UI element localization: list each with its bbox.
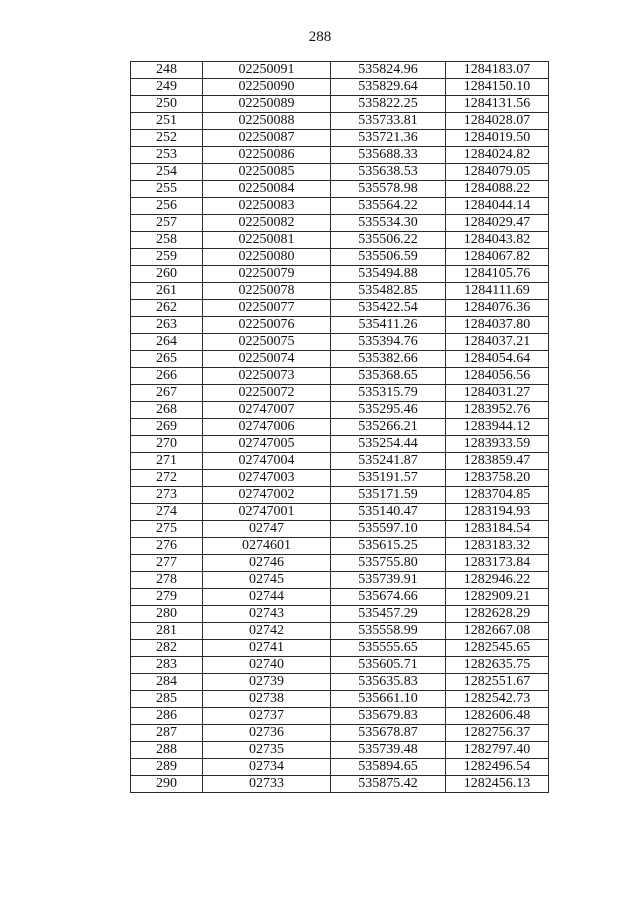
table-row — [131, 79, 549, 96]
y-coordinate-cell: 1284056.56 — [446, 368, 549, 385]
code-cell: 02250076 — [203, 317, 331, 334]
code-cell: 02250075 — [203, 334, 331, 351]
y-coordinate-cell: 1282545.65 — [446, 640, 549, 657]
table-row — [131, 402, 549, 419]
point-number-cell: 287 — [131, 725, 203, 742]
point-number-cell: 255 — [131, 181, 203, 198]
y-coordinate-cell: 1284031.27 — [446, 385, 549, 402]
point-number-cell: 289 — [131, 759, 203, 776]
x-coordinate-cell: 535171.59 — [331, 487, 446, 504]
table-row — [131, 164, 549, 181]
code-cell: 02735 — [203, 742, 331, 759]
code-cell: 02742 — [203, 623, 331, 640]
code-cell: 02250088 — [203, 113, 331, 130]
y-coordinate-cell: 1282909.21 — [446, 589, 549, 606]
point-number-cell: 285 — [131, 691, 203, 708]
code-cell: 02741 — [203, 640, 331, 657]
table-row — [131, 674, 549, 691]
code-cell: 02747003 — [203, 470, 331, 487]
y-coordinate-cell: 1284024.82 — [446, 147, 549, 164]
point-number-cell: 280 — [131, 606, 203, 623]
y-coordinate-cell: 1284067.82 — [446, 249, 549, 266]
table-row — [131, 419, 549, 436]
x-coordinate-cell: 535822.25 — [331, 96, 446, 113]
x-coordinate-cell: 535661.10 — [331, 691, 446, 708]
y-coordinate-cell: 1283859.47 — [446, 453, 549, 470]
y-coordinate-cell: 1284183.07 — [446, 62, 549, 79]
y-coordinate-cell: 1283758.20 — [446, 470, 549, 487]
table-row — [131, 198, 549, 215]
point-number-cell: 270 — [131, 436, 203, 453]
code-cell: 02736 — [203, 725, 331, 742]
point-number-cell: 265 — [131, 351, 203, 368]
x-coordinate-cell: 535368.65 — [331, 368, 446, 385]
y-coordinate-cell: 1283194.93 — [446, 504, 549, 521]
table-row — [131, 640, 549, 657]
x-coordinate-cell: 535733.81 — [331, 113, 446, 130]
code-cell: 02250091 — [203, 62, 331, 79]
point-number-cell: 281 — [131, 623, 203, 640]
point-number-cell: 277 — [131, 555, 203, 572]
table-row — [131, 572, 549, 589]
table-row — [131, 606, 549, 623]
x-coordinate-cell: 535635.83 — [331, 674, 446, 691]
table-row — [131, 708, 549, 725]
code-cell: 02250089 — [203, 96, 331, 113]
x-coordinate-cell: 535829.64 — [331, 79, 446, 96]
table-row — [131, 470, 549, 487]
table-row — [131, 215, 549, 232]
table-row — [131, 283, 549, 300]
code-cell: 02250082 — [203, 215, 331, 232]
y-coordinate-cell: 1284088.22 — [446, 181, 549, 198]
y-coordinate-cell: 1282542.73 — [446, 691, 549, 708]
y-coordinate-cell: 1282496.54 — [446, 759, 549, 776]
x-coordinate-cell: 535140.47 — [331, 504, 446, 521]
y-coordinate-cell: 1282756.37 — [446, 725, 549, 742]
y-coordinate-cell: 1283933.59 — [446, 436, 549, 453]
code-cell: 02739 — [203, 674, 331, 691]
code-cell: 02733 — [203, 776, 331, 793]
point-number-cell: 249 — [131, 79, 203, 96]
x-coordinate-cell: 535506.59 — [331, 249, 446, 266]
point-number-cell: 248 — [131, 62, 203, 79]
page-number: 288 — [308, 29, 332, 45]
x-coordinate-cell: 535295.46 — [331, 402, 446, 419]
y-coordinate-cell: 1283944.12 — [446, 419, 549, 436]
point-number-cell: 253 — [131, 147, 203, 164]
y-coordinate-cell: 1284111.69 — [446, 283, 549, 300]
code-cell: 02250083 — [203, 198, 331, 215]
table-row — [131, 385, 549, 402]
point-number-cell: 260 — [131, 266, 203, 283]
x-coordinate-cell: 535894.65 — [331, 759, 446, 776]
code-cell: 02734 — [203, 759, 331, 776]
y-coordinate-cell: 1284131.56 — [446, 96, 549, 113]
code-cell: 02250084 — [203, 181, 331, 198]
table-row — [131, 96, 549, 113]
code-cell: 02747004 — [203, 453, 331, 470]
y-coordinate-cell: 1282551.67 — [446, 674, 549, 691]
table-row — [131, 623, 549, 640]
point-number-cell: 254 — [131, 164, 203, 181]
point-number-cell: 282 — [131, 640, 203, 657]
table-row — [131, 657, 549, 674]
table-row — [131, 232, 549, 249]
point-number-cell: 278 — [131, 572, 203, 589]
code-cell: 02250074 — [203, 351, 331, 368]
table-row — [131, 147, 549, 164]
point-number-cell: 273 — [131, 487, 203, 504]
code-cell: 02740 — [203, 657, 331, 674]
table-row — [131, 538, 549, 555]
code-cell: 02250077 — [203, 300, 331, 317]
y-coordinate-cell: 1284028.07 — [446, 113, 549, 130]
code-cell: 02250072 — [203, 385, 331, 402]
x-coordinate-cell: 535241.87 — [331, 453, 446, 470]
table-row — [131, 113, 549, 130]
y-coordinate-cell: 1284037.21 — [446, 334, 549, 351]
code-cell: 02250073 — [203, 368, 331, 385]
code-cell: 02747006 — [203, 419, 331, 436]
point-number-cell: 258 — [131, 232, 203, 249]
x-coordinate-cell: 535739.48 — [331, 742, 446, 759]
x-coordinate-cell: 535457.29 — [331, 606, 446, 623]
table-row — [131, 249, 549, 266]
y-coordinate-cell: 1283704.85 — [446, 487, 549, 504]
table-row — [131, 181, 549, 198]
table-row — [131, 725, 549, 742]
point-number-cell: 284 — [131, 674, 203, 691]
table-row — [131, 453, 549, 470]
code-cell: 02250079 — [203, 266, 331, 283]
point-number-cell: 262 — [131, 300, 203, 317]
code-cell: 02745 — [203, 572, 331, 589]
y-coordinate-cell: 1283183.32 — [446, 538, 549, 555]
point-number-cell: 268 — [131, 402, 203, 419]
y-coordinate-cell: 1282606.48 — [446, 708, 549, 725]
y-coordinate-cell: 1284079.05 — [446, 164, 549, 181]
table-row — [131, 317, 549, 334]
y-coordinate-cell: 1283173.84 — [446, 555, 549, 572]
code-cell: 02737 — [203, 708, 331, 725]
x-coordinate-cell: 535555.65 — [331, 640, 446, 657]
point-number-cell: 257 — [131, 215, 203, 232]
x-coordinate-cell: 535739.91 — [331, 572, 446, 589]
x-coordinate-cell: 535558.99 — [331, 623, 446, 640]
point-number-cell: 276 — [131, 538, 203, 555]
table-row — [131, 351, 549, 368]
y-coordinate-cell: 1282797.40 — [446, 742, 549, 759]
table-row — [131, 759, 549, 776]
x-coordinate-cell: 535382.66 — [331, 351, 446, 368]
x-coordinate-cell: 535266.21 — [331, 419, 446, 436]
table-row — [131, 368, 549, 385]
point-number-cell: 266 — [131, 368, 203, 385]
point-number-cell: 279 — [131, 589, 203, 606]
y-coordinate-cell: 1284105.76 — [446, 266, 549, 283]
table-row — [131, 521, 549, 538]
x-coordinate-cell: 535482.85 — [331, 283, 446, 300]
x-coordinate-cell: 535315.79 — [331, 385, 446, 402]
point-number-cell: 275 — [131, 521, 203, 538]
x-coordinate-cell: 535422.54 — [331, 300, 446, 317]
code-cell: 02250085 — [203, 164, 331, 181]
table-row — [131, 62, 549, 79]
code-cell: 02250087 — [203, 130, 331, 147]
y-coordinate-cell: 1282635.75 — [446, 657, 549, 674]
code-cell: 02747002 — [203, 487, 331, 504]
code-cell: 02746 — [203, 555, 331, 572]
x-coordinate-cell: 535597.10 — [331, 521, 446, 538]
code-cell: 02743 — [203, 606, 331, 623]
table-row — [131, 300, 549, 317]
code-cell: 02747005 — [203, 436, 331, 453]
x-coordinate-cell: 535506.22 — [331, 232, 446, 249]
table-row — [131, 504, 549, 521]
point-number-cell: 269 — [131, 419, 203, 436]
code-cell: 02250078 — [203, 283, 331, 300]
y-coordinate-cell: 1284054.64 — [446, 351, 549, 368]
x-coordinate-cell: 535578.98 — [331, 181, 446, 198]
x-coordinate-cell: 535494.88 — [331, 266, 446, 283]
table-body — [131, 62, 549, 793]
x-coordinate-cell: 535688.33 — [331, 147, 446, 164]
y-coordinate-cell: 1282946.22 — [446, 572, 549, 589]
table-row — [131, 334, 549, 351]
code-cell: 02747007 — [203, 402, 331, 419]
y-coordinate-cell: 1284043.82 — [446, 232, 549, 249]
y-coordinate-cell: 1284076.36 — [446, 300, 549, 317]
point-number-cell: 264 — [131, 334, 203, 351]
x-coordinate-cell: 535674.66 — [331, 589, 446, 606]
code-cell: 02747001 — [203, 504, 331, 521]
table-row — [131, 487, 549, 504]
code-cell: 02738 — [203, 691, 331, 708]
x-coordinate-cell: 535605.71 — [331, 657, 446, 674]
y-coordinate-cell: 1283952.76 — [446, 402, 549, 419]
y-coordinate-cell: 1284044.14 — [446, 198, 549, 215]
x-coordinate-cell: 535254.44 — [331, 436, 446, 453]
y-coordinate-cell: 1284150.10 — [446, 79, 549, 96]
point-number-cell: 259 — [131, 249, 203, 266]
x-coordinate-cell: 535394.76 — [331, 334, 446, 351]
table-row — [131, 266, 549, 283]
code-cell: 02250080 — [203, 249, 331, 266]
y-coordinate-cell: 1283184.54 — [446, 521, 549, 538]
point-number-cell: 288 — [131, 742, 203, 759]
point-number-cell: 290 — [131, 776, 203, 793]
y-coordinate-cell: 1282628.29 — [446, 606, 549, 623]
y-coordinate-cell: 1282667.08 — [446, 623, 549, 640]
x-coordinate-cell: 535534.30 — [331, 215, 446, 232]
point-number-cell: 251 — [131, 113, 203, 130]
table-row — [131, 589, 549, 606]
code-cell: 02747 — [203, 521, 331, 538]
x-coordinate-cell: 535755.80 — [331, 555, 446, 572]
point-number-cell: 263 — [131, 317, 203, 334]
x-coordinate-cell: 535411.26 — [331, 317, 446, 334]
y-coordinate-cell: 1282456.13 — [446, 776, 549, 793]
y-coordinate-cell: 1284029.47 — [446, 215, 549, 232]
x-coordinate-cell: 535638.53 — [331, 164, 446, 181]
table-row — [131, 555, 549, 572]
table-row — [131, 776, 549, 793]
point-number-cell: 271 — [131, 453, 203, 470]
point-number-cell: 261 — [131, 283, 203, 300]
y-coordinate-cell: 1284037.80 — [446, 317, 549, 334]
table-row — [131, 130, 549, 147]
table-row — [131, 691, 549, 708]
x-coordinate-cell: 535721.36 — [331, 130, 446, 147]
y-coordinate-cell: 1284019.50 — [446, 130, 549, 147]
x-coordinate-cell: 535564.22 — [331, 198, 446, 215]
table-row — [131, 742, 549, 759]
point-number-cell: 256 — [131, 198, 203, 215]
point-number-cell: 252 — [131, 130, 203, 147]
point-number-cell: 250 — [131, 96, 203, 113]
code-cell: 02250090 — [203, 79, 331, 96]
code-cell: 02250086 — [203, 147, 331, 164]
table-row — [131, 436, 549, 453]
x-coordinate-cell: 535679.83 — [331, 708, 446, 725]
x-coordinate-cell: 535678.87 — [331, 725, 446, 742]
point-number-cell: 286 — [131, 708, 203, 725]
code-cell: 02744 — [203, 589, 331, 606]
point-number-cell: 283 — [131, 657, 203, 674]
code-cell: 0274601 — [203, 538, 331, 555]
x-coordinate-cell: 535824.96 — [331, 62, 446, 79]
point-number-cell: 267 — [131, 385, 203, 402]
x-coordinate-cell: 535191.57 — [331, 470, 446, 487]
code-cell: 02250081 — [203, 232, 331, 249]
coordinates-table — [130, 61, 549, 793]
x-coordinate-cell: 535875.42 — [331, 776, 446, 793]
point-number-cell: 272 — [131, 470, 203, 487]
point-number-cell: 274 — [131, 504, 203, 521]
x-coordinate-cell: 535615.25 — [331, 538, 446, 555]
